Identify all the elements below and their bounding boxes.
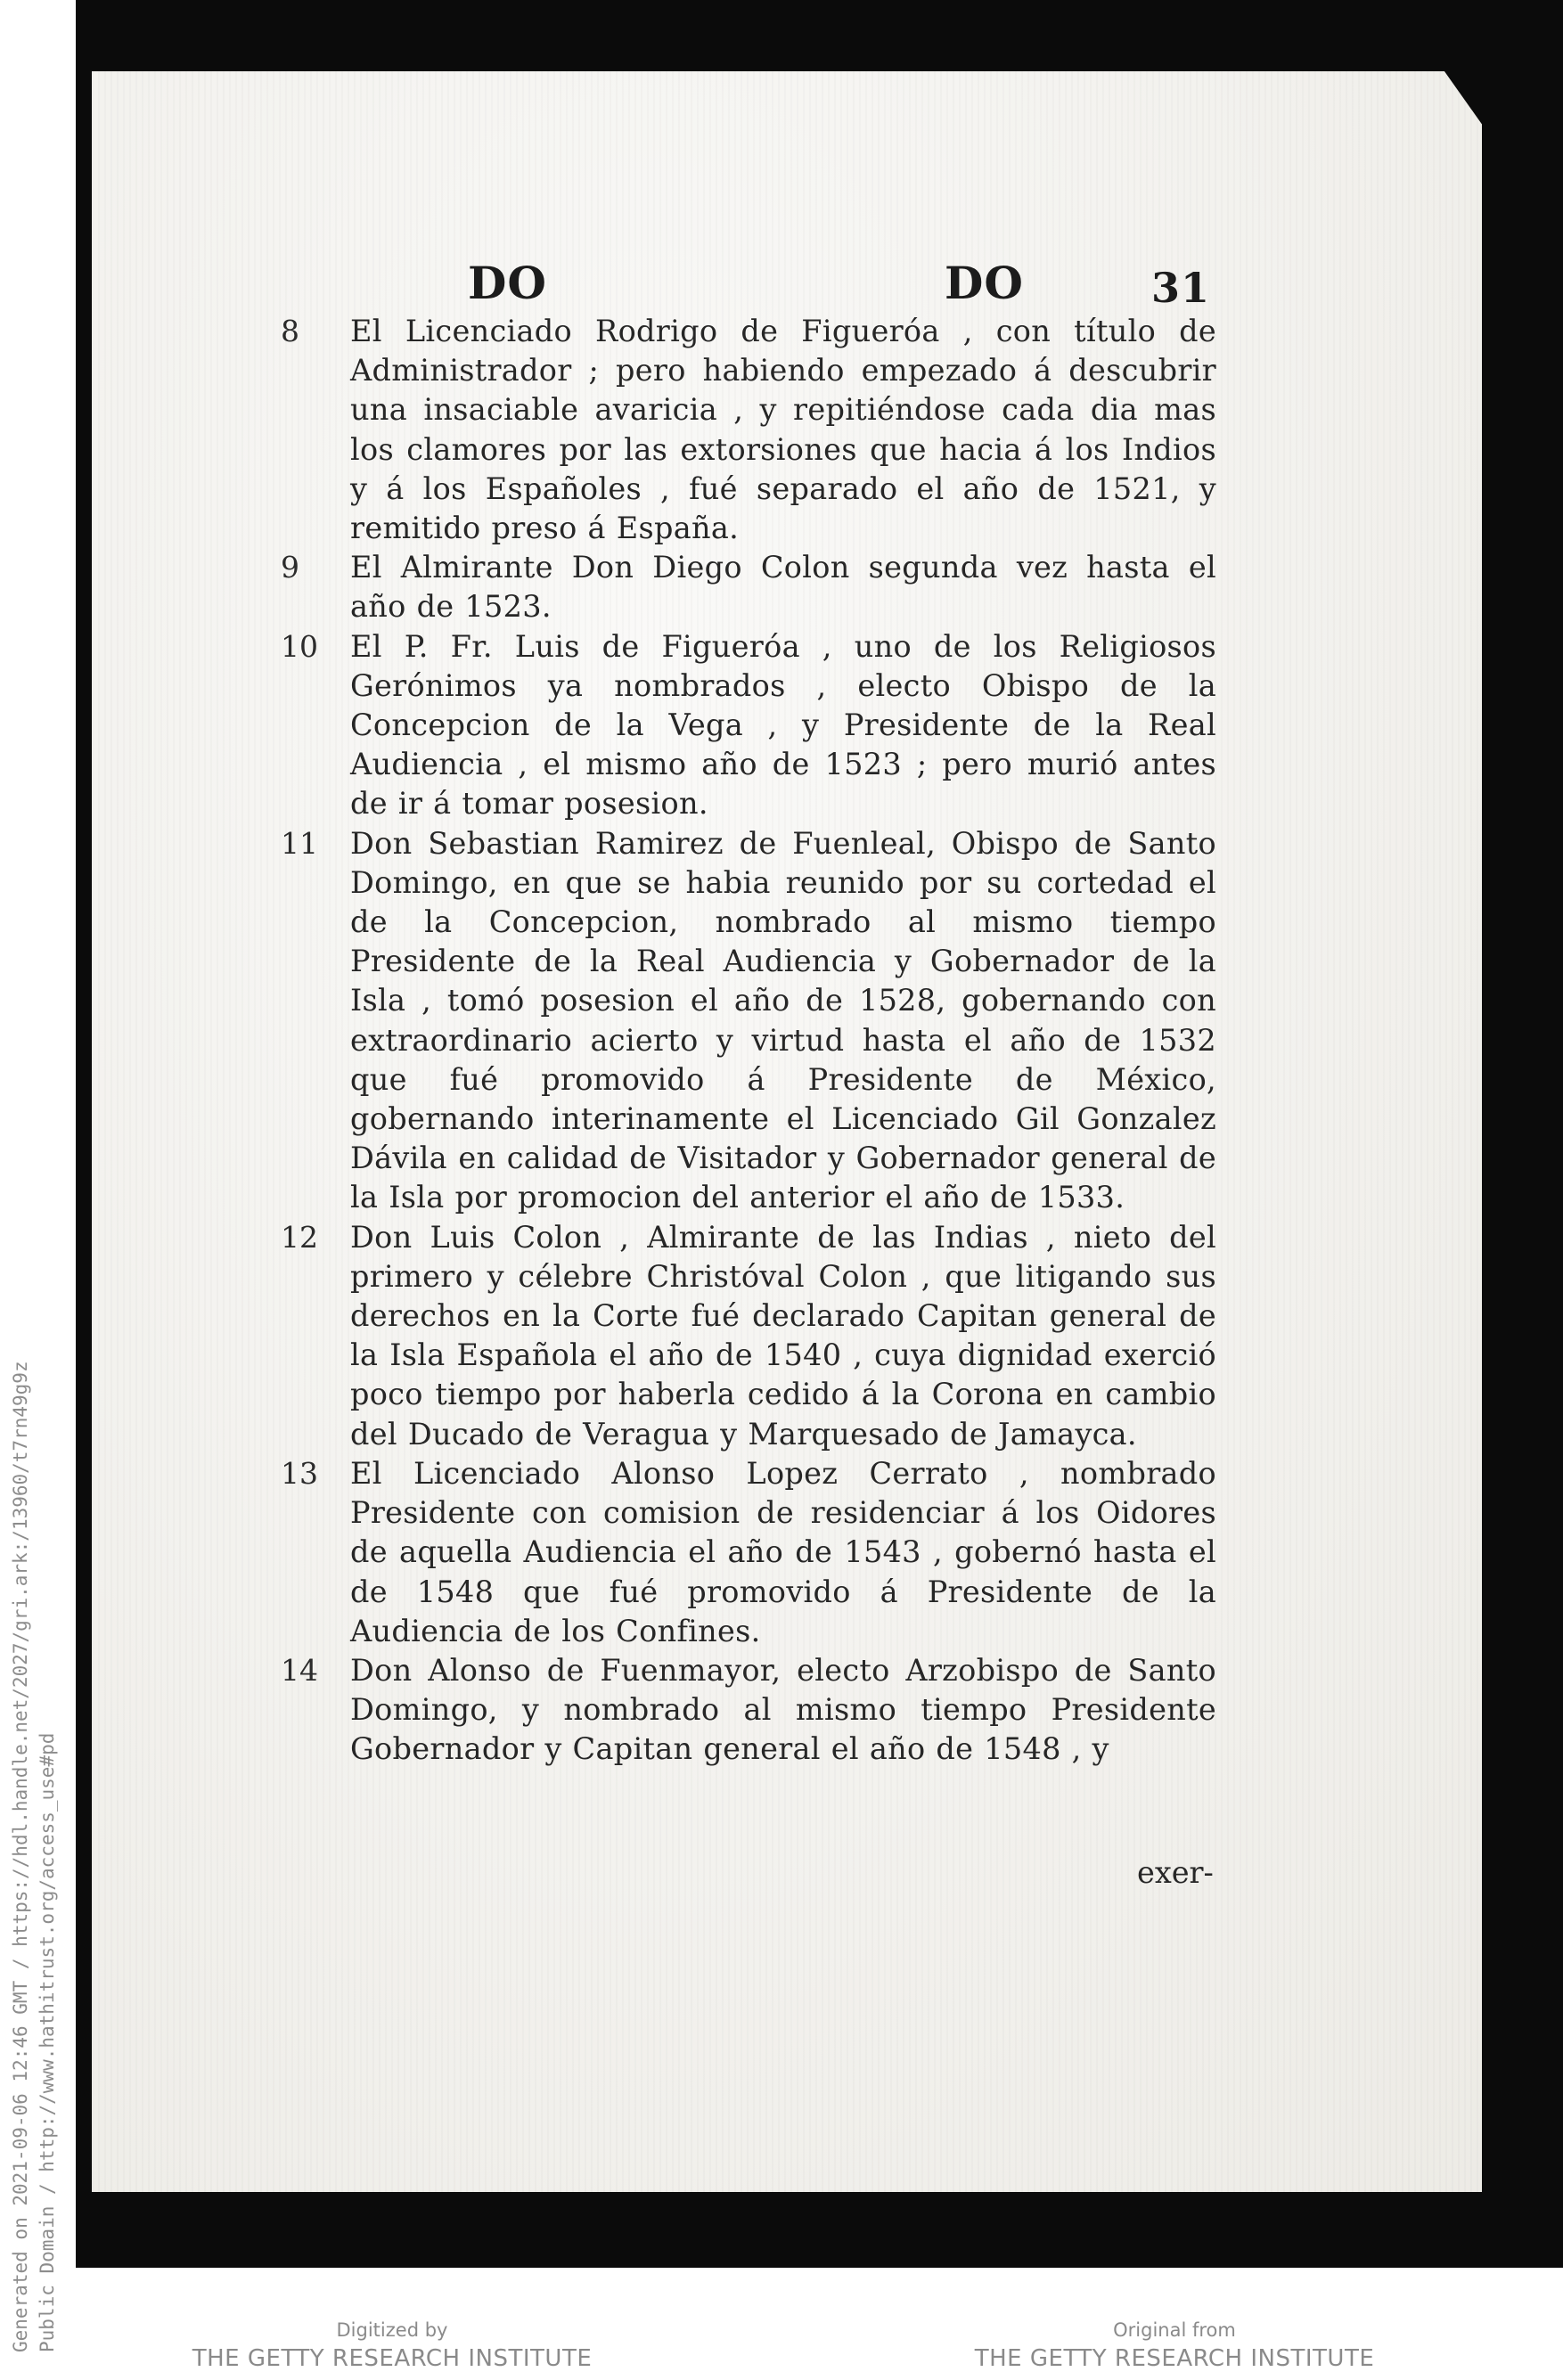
- catchword: exer-: [1137, 1855, 1214, 1890]
- entry-number: 8: [281, 314, 299, 348]
- entry-text: El Licenciado Alonso Lopez Cerrato , nombrado Presidente con comision de residenciar á los Oidores de aquella Audiencia el año de 1543 , gobernó hasta el de 1548 que fué promovido á Presidente de la Audiencia de los Confines.: [350, 1455, 1216, 1648]
- list-item: [281, 548, 1216, 626]
- list-item: [281, 312, 1216, 548]
- footer-digitized-by: [178, 2317, 606, 2374]
- entry-text: Don Luis Colon , Almirante de las Indias , nieto del primero y célebre Christóval Colon , que litigando sus derechos en la Corte fué declarado Capitan general de la Isla Española el año de 1540 , cuya dignidad exerció poco tiempo por haberla cedido á la Corona en cambio del Ducado de Veragua y Marquesado de Jamayca.: [350, 1219, 1216, 1452]
- footer-original-institution: THE GETTY RESEARCH INSTITUTE: [974, 2345, 1375, 2372]
- entry-number: 10: [281, 628, 318, 664]
- running-head-left: DO: [468, 257, 547, 309]
- list-item: [281, 627, 1216, 824]
- list-item: [281, 1218, 1216, 1454]
- entry-number: 12: [281, 1219, 318, 1255]
- list-item: [281, 1651, 1216, 1770]
- entry-number: 9: [281, 550, 299, 585]
- entry-text: Don Sebastian Ramirez de Fuenleal, Obispo de Santo Domingo, en que se habia reunido por su cortedad el de la Concepcion, nombrado al mismo tiempo Presidente de la Real Audiencia y Gobernador de la Isla , tomó posesion el año de 1528, gobernando con extraordinario acierto y virtud hasta el año de 1532 que fué promovido á Presidente de México, gobernando interinamente el Licenciado Gil Gonzalez Dávila en calidad de Visitador y Gobernador general de la Isla por promocion del anterior el año de 1533.: [350, 825, 1216, 1215]
- list-item: [281, 824, 1216, 1218]
- footer-digitized-label: Digitized by: [336, 2319, 448, 2341]
- entry-number: 11: [281, 825, 318, 861]
- entry-text: El Licenciado Rodrigo de Figueróa , con título de Administrador ; pero habiendo empezado á descubrir una insaciable avaricia , y repitiéndose cada dia mas los clamores por las extorsiones que hacia á los Indios y á los Españoles , fué separado el año de 1521, y remitido preso á España.: [350, 314, 1216, 546]
- entry-number: 13: [281, 1455, 318, 1491]
- page-number: 31: [1151, 264, 1211, 312]
- entry-list: [281, 312, 1216, 1770]
- entry-text: El Almirante Don Diego Colon segunda vez hasta el año de 1523.: [350, 550, 1216, 625]
- watermark-strip: [0, 0, 76, 2380]
- running-head-center: DO: [945, 257, 1024, 309]
- generation-watermark: [7, 1361, 61, 2352]
- list-item: [281, 1454, 1216, 1651]
- entry-number: 14: [281, 1652, 318, 1688]
- footer-digitized-institution: THE GETTY RESEARCH INSTITUTE: [192, 2345, 593, 2372]
- entry-text: Don Alonso de Fuenmayor, electo Arzobispo de Santo Domingo, y nombrado al mismo tiempo Presidente Gobernador y Capitan general el año de 1548 , y: [350, 1652, 1216, 1767]
- watermark-line-2: Public Domain / http://www.hathitrust.org/access_use#pd: [37, 1732, 58, 2352]
- entry-text: El P. Fr. Luis de Figueróa , uno de los Religiosos Gerónimos ya nombrados , electo Obispo de la Concepcion de la Vega , y Presidente de la Real Audiencia , el mismo año de 1523 ; pero murió antes de ir á tomar posesion.: [350, 628, 1216, 822]
- footer-original-label: Original from: [1113, 2319, 1236, 2341]
- footer-original-from: [961, 2317, 1388, 2374]
- watermark-line-1: Generated on 2021-09-06 12:46 GMT / https://hdl.handle.net/2027/gri.ark:/13960/t7rn49g9z: [10, 1361, 31, 2352]
